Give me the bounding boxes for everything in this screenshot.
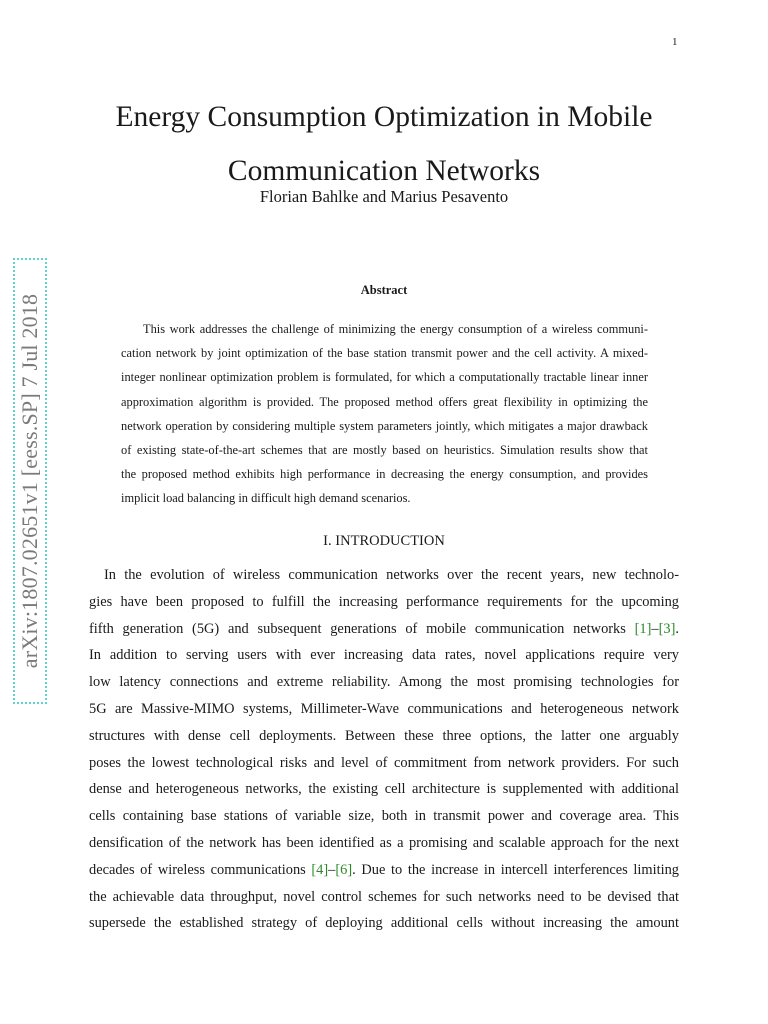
citation-link[interactable]: [1] (634, 620, 652, 637)
section-title (335, 533, 445, 549)
title-line-1: Energy Consumption Optimization in Mobile (115, 100, 653, 133)
page-number: 1 (672, 36, 678, 48)
body-line: In addition to serving users with ever increasing data rates, novel applications require very (89, 647, 679, 664)
body-line: poses the lowest technological risks and level of commitment from network providers. For such (89, 754, 679, 771)
body-line: fifth generation (5G) and subsequent generations of mobile communication networks [1]–[3]. (89, 620, 679, 637)
title-line-2: Communication Networks (227, 154, 541, 187)
abstract-line: of existing state-of-the-art schemes that are mostly based on heuristics. Simulation results show that (121, 443, 648, 458)
body-line: supersede the established strategy of deploying additional cells without increasing the amount (89, 915, 679, 932)
section-number: I. (323, 533, 332, 549)
abstract-line: the proposed method exhibits high performance in decreasing the energy consumption, and provides (121, 467, 648, 482)
body-line: cells containing base stations of variable size, both in transmit power and coverage area. This (89, 808, 679, 825)
body-line: gies have been proposed to fulfill the increasing performance requirements for the upcoming (89, 593, 679, 610)
abstract-line: implicit load balancing in difficult high demand scenarios. (121, 491, 411, 506)
abstract-line: This work addresses the challenge of minimizing the energy consumption of a wireless communi- (143, 322, 648, 336)
abstract-body (121, 317, 648, 511)
body-line: 5G are Massive-MIMO systems, Millimeter-Wave communications and heterogeneous network (89, 700, 679, 717)
citation-link[interactable]: [6] (335, 861, 353, 878)
body-line: In the evolution of wireless communication networks over the recent years, new technolo- (104, 567, 679, 583)
citation-link[interactable]: [4] (311, 861, 329, 878)
abstract-heading: Abstract (360, 283, 408, 297)
section-heading (60, 533, 708, 550)
author-list: Florian Bahlke and Marius Pesavento (259, 187, 509, 206)
section-title-initial: I (335, 533, 341, 549)
citation-link[interactable]: [3] (658, 620, 676, 637)
body-line: low latency connections and extreme reliability. Among the most promising technologies for (89, 674, 679, 691)
introduction-body (89, 562, 679, 937)
abstract-line: approximation algorithm is provided. The proposed method offers great flexibility in optimizing the (121, 394, 648, 409)
abstract-line: cation network by joint optimization of the base station transmit power and the cell activity. A mixed- (121, 346, 648, 361)
paper-title (60, 90, 708, 198)
body-line: dense and heterogeneous networks, the existing cell architecture is supplemented with additional (89, 781, 679, 798)
body-line: the achievable data throughput, novel control schemes for such networks need to be devised that (89, 888, 679, 905)
abstract-line: network operation by considering multiple system parameters jointly, which mitigates a major drawback (121, 418, 648, 433)
abstract-line: integer nonlinear optimization problem is formulated, for which a computationally tractable linear inner (121, 370, 648, 385)
section-title-rest: NTRODUCTION (340, 533, 445, 549)
arxiv-identifier: arXiv:1807.02651v1 [eess.SP] 7 Jul 2018 (17, 293, 42, 669)
body-line: densification of the network has been identified as a promising and scalable approach for the next (89, 834, 679, 851)
body-line: structures with dense cell deployments. Between these three options, the latter one arguably (89, 727, 679, 744)
body-line: decades of wireless communications [4]–[6]. Due to the increase in intercell interferences limiting (89, 861, 679, 878)
